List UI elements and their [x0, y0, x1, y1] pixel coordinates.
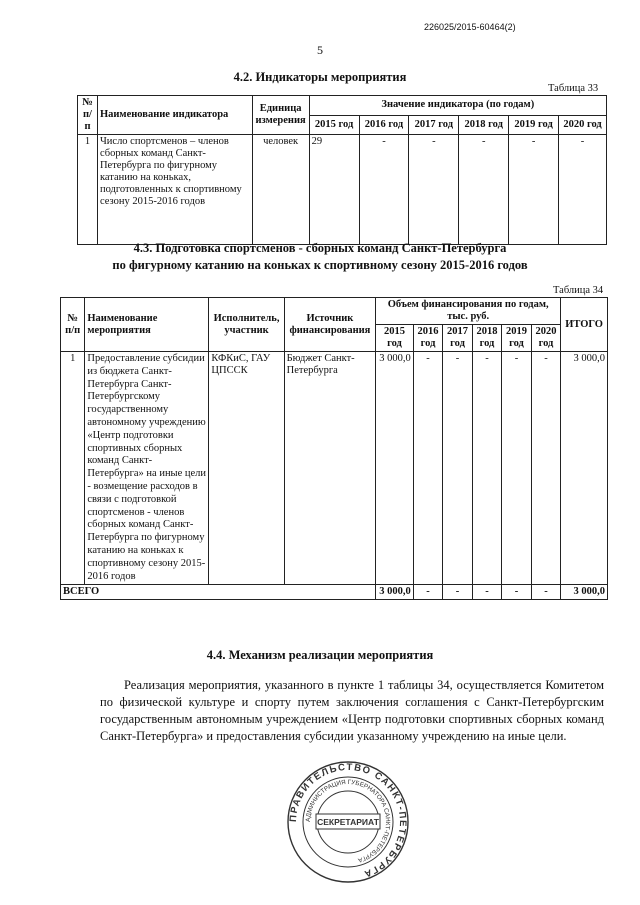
header-num: № п/п: [61, 298, 85, 352]
table-34-label: Таблица 34: [553, 285, 604, 296]
header-num: № п/п: [78, 96, 98, 135]
row-total: 3 000,0: [561, 352, 608, 585]
header-year: 2017 год: [443, 325, 472, 352]
row-value: -: [502, 352, 531, 585]
total-row: [61, 585, 608, 600]
header-year: 2017 год: [409, 115, 459, 135]
row-value: -: [509, 135, 559, 245]
header-year: 2015 год: [376, 325, 414, 352]
stamp-center-text: СЕКРЕТАРИАТ: [317, 817, 379, 827]
header-year: 2015 год: [309, 115, 359, 135]
header-year: 2020 год: [559, 115, 607, 135]
table-row: [78, 135, 607, 245]
stamp-outer-text: ПРАВИТЕЛЬСТВО САНКТ-ПЕТЕРБУРГА: [287, 761, 409, 880]
header-total: ИТОГО: [561, 298, 608, 352]
stamp-inner-text: АДМИНИСТРАЦИЯ ГУБЕРНАТОРА САНКТ-ПЕТЕРБУРГА: [304, 778, 392, 864]
row-value: -: [413, 352, 442, 585]
header-year: 2018 год: [459, 115, 509, 135]
header-year: 2020 год: [531, 325, 560, 352]
row-num: 1: [61, 352, 85, 585]
header-executor: Исполнитель, участник: [209, 298, 284, 352]
row-value: -: [443, 352, 472, 585]
header-year: 2016 год: [413, 325, 442, 352]
page-number: 5: [317, 43, 323, 57]
header-year: 2019 год: [502, 325, 531, 352]
row-value: -: [531, 352, 560, 585]
total-sum: 3 000,0: [561, 585, 608, 600]
header-indicator-name: Наименование индикатора: [97, 96, 252, 135]
header-year: 2019 год: [509, 115, 559, 135]
header-source: Источник финансирования: [284, 298, 376, 352]
total-value: -: [472, 585, 501, 600]
total-value: -: [531, 585, 560, 600]
row-executor: КФКиС, ГАУ ЦПССК: [209, 352, 284, 585]
row-value: 3 000,0: [376, 352, 414, 585]
table-33-label: Таблица 33: [548, 83, 599, 94]
document-id: 226025/2015-60464(2): [424, 22, 516, 32]
mechanism-paragraph: Реализация мероприятия, указанного в пункте 1 таблицы 34, осуществляется Комитетом по физической культуре и спорту путем заключения соглашения с Санкт-Петербургским государственным автономным учреждением «Центр подготовки спортивных сборных команд Санкт-Петербурга» и предоставления субсидии указанному учреждению на иные цели.: [100, 678, 604, 743]
section-4-2-title: 4.2. Индикаторы мероприятия: [233, 70, 407, 84]
row-unit: человек: [252, 135, 309, 245]
table-row: [61, 352, 608, 585]
section-4-4-title: 4.4. Механизм реализации мероприятия: [206, 648, 434, 662]
row-num: 1: [78, 135, 98, 245]
row-value: 29: [309, 135, 359, 245]
header-volume-group: Объем финансирования по годам, тыс. руб.: [376, 298, 561, 325]
row-indicator-name: Число спортсменов – членов сборных команд Санкт-Петербурга по фигурному катанию на коньках, подготовленных к спортивному сезону 2015-2016 годов: [97, 135, 252, 245]
section-4-3-title-line1: 4.3. Подготовка спортсменов - сборных команд Санкт-Петербурга: [133, 241, 507, 255]
header-year: 2018 год: [472, 325, 501, 352]
total-value: -: [413, 585, 442, 600]
total-value: -: [502, 585, 531, 600]
total-label: ВСЕГО: [61, 585, 376, 600]
funding-table: [60, 297, 608, 600]
row-value: -: [559, 135, 607, 245]
header-event-name: Наименование мероприятия: [85, 298, 209, 352]
row-value: -: [459, 135, 509, 245]
total-value: 3 000,0: [376, 585, 414, 600]
row-value: -: [359, 135, 409, 245]
row-value: -: [409, 135, 459, 245]
row-value: -: [472, 352, 501, 585]
section-4-3-title-line2: по фигурному катанию на коньках к спортивному сезону 2015-2016 годов: [112, 258, 528, 272]
header-unit: Единица измерения: [252, 96, 309, 135]
row-event-name: Предоставление субсидии из бюджета Санкт-Петербурга Санкт-Петербургскому государственному автономному учреждению «Центр подготовки спортивных сборных команд Санкт-Петербурга» на иные цели - возмещение расходов в связи с подготовкой спортсменов - членов сборных команд Санкт-Петербурга по фигурному катанию на коньках к спортивному сезону 2015-2016 годов: [85, 352, 209, 585]
indicator-table: [77, 95, 607, 245]
header-value-group: Значение индикатора (по годам): [309, 96, 606, 116]
row-source: Бюджет Санкт-Петербурга: [284, 352, 376, 585]
seal-stamp-icon: [286, 760, 410, 884]
total-value: -: [443, 585, 472, 600]
header-year: 2016 год: [359, 115, 409, 135]
